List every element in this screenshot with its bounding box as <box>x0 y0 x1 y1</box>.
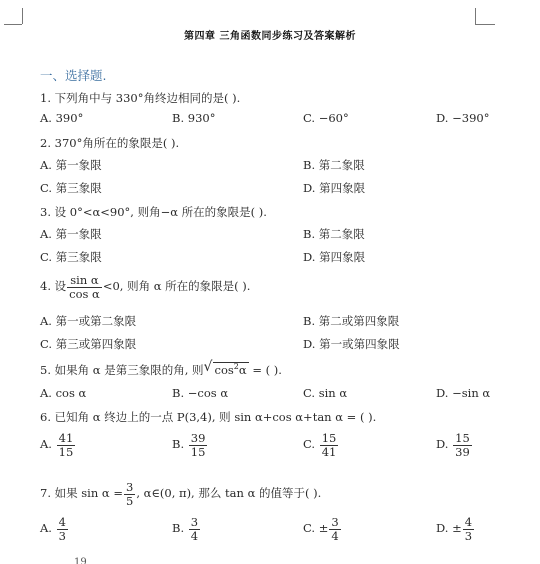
q3-option-a: A. 第一象限 <box>40 227 102 241</box>
q7-prefix: 7. 如果 sin α = <box>40 486 123 501</box>
q5-suffix: = ( ). <box>248 363 282 377</box>
crop-mark-top-left-h <box>4 24 22 25</box>
q6-c-fraction: $\frac{15}{41}$ <box>321 431 337 459</box>
question-6: 6. 已知角 α 终边上的一点 P(3,4), 则 sin α+cos α+tan α = ( ). <box>40 410 377 424</box>
q4-option-b: B. 第二或第四象限 <box>303 314 400 328</box>
q7-option-a: A. $\frac{4}{3}$ <box>40 515 66 543</box>
q6-b-fraction: $\frac{39}{15}$ <box>190 431 206 459</box>
q4-option-a: A. 第一或第二象限 <box>40 314 137 328</box>
q1-option-b: B. 930° <box>172 111 216 125</box>
crop-mark-top-right-h <box>475 24 495 25</box>
q6-option-c: C. $\frac{15}{41}$ <box>303 431 337 459</box>
q6-a-fraction: $\frac{41}{15}$ <box>58 431 74 459</box>
q7-d-fraction: $\frac{4}{3}$ <box>464 515 473 543</box>
q2-option-c: C. 第三象限 <box>40 181 102 195</box>
q5-option-d: D. −sin α <box>436 386 491 400</box>
section-title: 一、选择题. <box>40 68 107 83</box>
q5-option-c: C. sin α <box>303 386 348 400</box>
q5-prefix: 5. 如果角 α 是第三象限的角, 则 <box>40 363 204 377</box>
q4-fraction <box>67 274 102 300</box>
q4-option-d: D. 第一或第四象限 <box>303 337 400 351</box>
q7-a-fraction: $\frac{4}{3}$ <box>58 515 66 543</box>
q4-fraction-num: sin α <box>67 274 102 288</box>
q1-option-c: C. −60° <box>303 111 349 125</box>
q4-fraction-den: cos α <box>69 286 100 301</box>
q4-suffix: <0, 则角 α 所在的象限是( ). <box>102 279 251 294</box>
q5-sqrt <box>203 359 249 377</box>
q3-option-c: C. 第三象限 <box>40 250 102 264</box>
question-1: 1. 下列角中与 330°角终边相同的是( ). <box>40 91 241 105</box>
q6-option-a: A. $\frac{41}{15}$ <box>40 431 74 459</box>
q7-b-fraction: $\frac{3}{4}$ <box>190 515 199 543</box>
q4-option-c: C. 第三或第四象限 <box>40 337 137 351</box>
q1-option-d: D. −390° <box>436 111 490 125</box>
q6-option-b: B. $\frac{39}{15}$ <box>172 431 206 459</box>
chapter-header: 第四章 三角函数同步练习及答案解析 <box>184 31 356 42</box>
q2-option-a: A. 第一象限 <box>40 158 102 172</box>
question-7 <box>40 481 321 507</box>
q5-option-a: A. cos α <box>40 386 87 400</box>
q7-option-c: C. ± $\frac{3}{4}$ <box>303 515 339 543</box>
q6-d-fraction: $\frac{15}{39}$ <box>455 431 470 459</box>
q5-option-b: B. −cos α <box>172 386 229 400</box>
q6-option-d: D. $\frac{15}{39}$ <box>436 431 470 459</box>
sqrt-symbol-icon: √ <box>203 359 213 376</box>
q2-option-b: B. 第二象限 <box>303 158 365 172</box>
question-2: 2. 370°角所在的象限是( ). <box>40 136 180 150</box>
q2-option-d: D. 第四象限 <box>303 181 366 195</box>
q1-option-a: A. 390° <box>40 111 84 125</box>
q7-option-b: B. $\frac{3}{4}$ <box>172 515 199 543</box>
crop-mark-top-right <box>475 8 476 24</box>
crop-mark-top-left <box>22 8 23 24</box>
question-4 <box>40 274 250 300</box>
q4-prefix: 4. 设 <box>40 279 67 294</box>
q5-exponent: 2 <box>233 362 239 372</box>
q7-option-d: D. ± $\frac{4}{3}$ <box>436 515 473 543</box>
q3-option-d: D. 第四象限 <box>303 250 366 264</box>
q7-c-fraction: $\frac{3}{4}$ <box>331 515 339 543</box>
question-3: 3. 设 0°<α<90°, 则角−α 所在的象限是( ). <box>40 205 267 219</box>
q5-radicand: $\cos^2\alpha$ <box>214 362 247 377</box>
page-number: 19 <box>74 557 87 564</box>
question-5 <box>40 359 282 378</box>
q7-suffix: , α∈(0, π), 那么 tan α 的值等于( ). <box>136 486 322 501</box>
q3-option-b: B. 第二象限 <box>303 227 365 241</box>
q7-fraction: $\frac{3}{5}$ <box>125 480 134 508</box>
